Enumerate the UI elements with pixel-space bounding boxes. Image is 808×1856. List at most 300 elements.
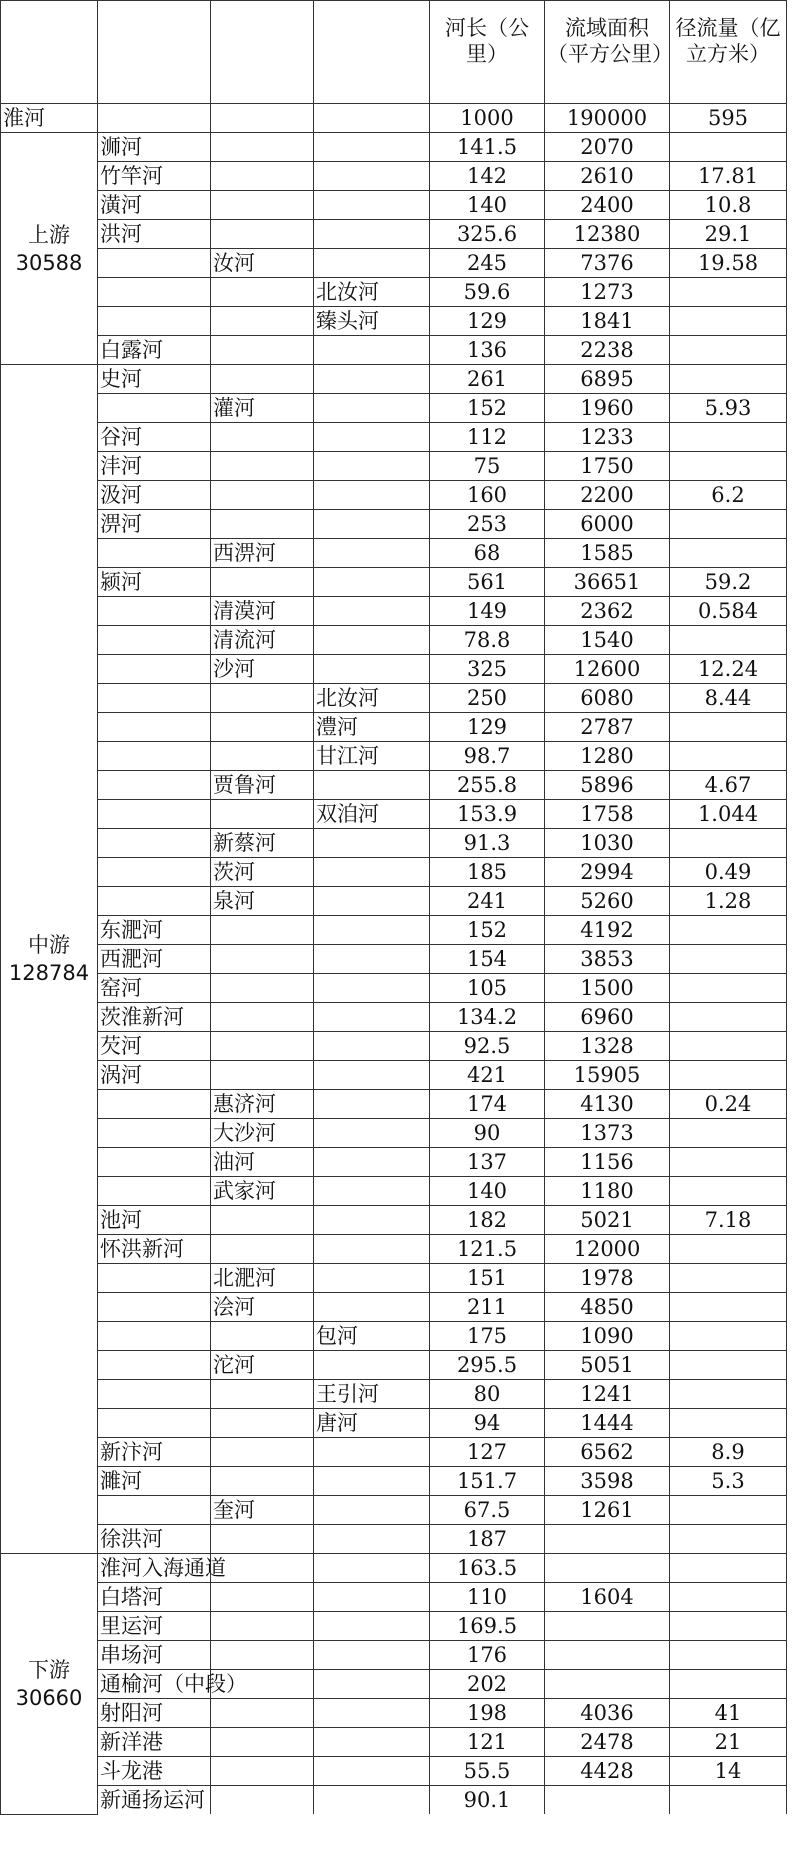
empty-cell: [211, 916, 314, 945]
empty-cell: [314, 1670, 430, 1699]
river-runoff-cell: [670, 1525, 787, 1554]
river-area-cell: 1373: [545, 1119, 670, 1148]
river-name-cell: 奎河: [211, 1496, 314, 1525]
empty-cell: [211, 1322, 314, 1351]
river-area-cell: [545, 1670, 670, 1699]
empty-cell: [211, 481, 314, 510]
empty-cell: [98, 249, 211, 278]
empty-cell: [98, 829, 211, 858]
river-area-cell: [545, 1786, 670, 1815]
river-length-cell: 175: [430, 1322, 545, 1351]
river-area-cell: 6000: [545, 510, 670, 539]
river-name-cell: 竹竿河: [98, 162, 211, 191]
river-row: [1, 742, 787, 771]
river-area-cell: 1960: [545, 394, 670, 423]
river-length-cell: 261: [430, 365, 545, 394]
river-area-cell: 2070: [545, 133, 670, 162]
river-row: [1, 1235, 787, 1264]
river-row: [1, 1438, 787, 1467]
river-length-cell: 295.5: [430, 1351, 545, 1380]
river-runoff-cell: [670, 1554, 787, 1583]
empty-cell: [98, 800, 211, 829]
empty-cell: [314, 1583, 430, 1612]
river-area-cell: 6562: [545, 1438, 670, 1467]
river-length-cell: 250: [430, 684, 545, 713]
river-row: [1, 1206, 787, 1235]
empty-cell: [314, 597, 430, 626]
river-row: [1, 1293, 787, 1322]
river-runoff-cell: 1.28: [670, 887, 787, 916]
river-area-cell: 2994: [545, 858, 670, 887]
empty-cell: [211, 1612, 314, 1641]
river-row: [1, 568, 787, 597]
empty-cell: [314, 104, 430, 133]
empty-cell: [98, 1119, 211, 1148]
header-area: 流域面积（平方公里）: [545, 1, 670, 104]
river-row: [1, 1612, 787, 1641]
empty-cell: [314, 1235, 430, 1264]
river-name-cell: 白塔河: [98, 1583, 211, 1612]
river-name-cell: 清漠河: [211, 597, 314, 626]
river-name-cell: 茨淮新河: [98, 1003, 211, 1032]
empty-cell: [98, 104, 211, 133]
empty-cell: [211, 1061, 314, 1090]
river-area-cell: 3853: [545, 945, 670, 974]
river-runoff-cell: [670, 133, 787, 162]
river-length-cell: 176: [430, 1641, 545, 1670]
river-name-cell: 王引河: [314, 1380, 430, 1409]
header-runoff: 径流量（亿立方米）: [670, 1, 787, 104]
river-area-cell: 5021: [545, 1206, 670, 1235]
empty-cell: [98, 394, 211, 423]
empty-cell: [314, 1699, 430, 1728]
river-area-cell: 5051: [545, 1351, 670, 1380]
river-runoff-cell: [670, 1032, 787, 1061]
river-row: [1, 655, 787, 684]
river-length-cell: 140: [430, 191, 545, 220]
river-length-cell: 136: [430, 336, 545, 365]
river-length-cell: 182: [430, 1206, 545, 1235]
river-area-cell: 4130: [545, 1090, 670, 1119]
river-runoff-cell: [670, 1670, 787, 1699]
river-row: [1, 1119, 787, 1148]
river-length-cell: 187: [430, 1525, 545, 1554]
river-length-cell: 152: [430, 916, 545, 945]
river-area-cell: 4036: [545, 1699, 670, 1728]
river-row: [1, 1061, 787, 1090]
river-row: [1, 1264, 787, 1293]
river-area-cell: 12600: [545, 655, 670, 684]
river-length-cell: 110: [430, 1583, 545, 1612]
river-length-cell: 142: [430, 162, 545, 191]
river-length-cell: 141.5: [430, 133, 545, 162]
empty-cell: [211, 1235, 314, 1264]
river-area-cell: 2787: [545, 713, 670, 742]
empty-cell: [211, 104, 314, 133]
river-row: [1, 1322, 787, 1351]
river-name-cell: 泉河: [211, 887, 314, 916]
empty-cell: [211, 568, 314, 597]
river-length-cell: 153.9: [430, 800, 545, 829]
empty-cell: [314, 1264, 430, 1293]
river-name-cell: 包河: [314, 1322, 430, 1351]
river-length-cell: 127: [430, 1438, 545, 1467]
empty-cell: [314, 1206, 430, 1235]
river-area-cell: 6960: [545, 1003, 670, 1032]
empty-cell: [314, 771, 430, 800]
river-length-cell: 98.7: [430, 742, 545, 771]
empty-cell: [98, 771, 211, 800]
river-name-cell: 惠济河: [211, 1090, 314, 1119]
empty-cell: [314, 916, 430, 945]
empty-cell: [314, 1090, 430, 1119]
empty-cell: [211, 1438, 314, 1467]
rivers-table-body: [1, 1, 787, 1815]
river-area-cell: 6080: [545, 684, 670, 713]
river-runoff-cell: [670, 307, 787, 336]
river-area-cell: [545, 1525, 670, 1554]
section-value: 30660: [15, 1685, 83, 1710]
river-row: [1, 1699, 787, 1728]
river-runoff-cell: 0.584: [670, 597, 787, 626]
empty-cell: [211, 452, 314, 481]
empty-cell: [211, 1728, 314, 1757]
river-name-cell: 徐洪河: [98, 1525, 211, 1554]
river-runoff-cell: 1.044: [670, 800, 787, 829]
river-runoff-cell: [670, 278, 787, 307]
river-row: [1, 887, 787, 916]
section-cell: [1, 365, 98, 1554]
river-row: [1, 191, 787, 220]
empty-cell: [211, 510, 314, 539]
river-length-cell: 202: [430, 1670, 545, 1699]
river-runoff-cell: [670, 365, 787, 394]
river-name-cell: 池河: [98, 1206, 211, 1235]
river-area-cell: 1328: [545, 1032, 670, 1061]
empty-cell: [211, 191, 314, 220]
river-area-cell: 1841: [545, 307, 670, 336]
section-value: 128784: [8, 961, 90, 985]
river-area-cell: 1233: [545, 423, 670, 452]
river-runoff-cell: [670, 452, 787, 481]
river-name-cell: 射阳河: [98, 1699, 211, 1728]
river-area-cell: 1500: [545, 974, 670, 1003]
empty-cell: [314, 626, 430, 655]
river-runoff-cell: [670, 539, 787, 568]
river-name-cell: 颍河: [98, 568, 211, 597]
empty-cell: [98, 1351, 211, 1380]
empty-cell: [314, 1554, 430, 1583]
empty-cell: [98, 1177, 211, 1206]
empty-cell: [314, 829, 430, 858]
river-area-cell: 6895: [545, 365, 670, 394]
river-row: [1, 133, 787, 162]
river-area-cell: [545, 1641, 670, 1670]
river-name-cell: 汝河: [211, 249, 314, 278]
river-row: [1, 1148, 787, 1177]
river-name-cell: 甘江河: [314, 742, 430, 771]
section-name: 上游: [28, 222, 70, 247]
empty-cell: [98, 1496, 211, 1525]
river-row: [1, 249, 787, 278]
empty-cell: [314, 336, 430, 365]
empty-cell: [314, 1351, 430, 1380]
river-row: [1, 684, 787, 713]
river-name-cell: 北汝河: [314, 684, 430, 713]
empty-cell: [314, 1467, 430, 1496]
river-runoff-cell: 7.18: [670, 1206, 787, 1235]
river-area-cell: 1030: [545, 829, 670, 858]
river-runoff-cell: [670, 1003, 787, 1032]
river-runoff-cell: 5.93: [670, 394, 787, 423]
empty-cell: [98, 626, 211, 655]
river-length-cell: 90: [430, 1119, 545, 1148]
empty-cell: [98, 1148, 211, 1177]
empty-cell: [98, 655, 211, 684]
river-area-cell: 4428: [545, 1757, 670, 1786]
empty-cell: [211, 1409, 314, 1438]
river-area-cell: 1604: [545, 1583, 670, 1612]
river-length-cell: 421: [430, 1061, 545, 1090]
river-area-cell: 1750: [545, 452, 670, 481]
empty-cell: [314, 1496, 430, 1525]
river-runoff-cell: 0.49: [670, 858, 787, 887]
river-row: [1, 1090, 787, 1119]
empty-cell: [211, 336, 314, 365]
empty-cell: [211, 1583, 314, 1612]
header-row: [1, 1, 787, 104]
empty-cell: [314, 162, 430, 191]
river-length-cell: 325: [430, 655, 545, 684]
section-cell: [1, 133, 98, 365]
empty-cell: [314, 1757, 430, 1786]
river-runoff-cell: 8.9: [670, 1438, 787, 1467]
river-row: [1, 1670, 787, 1699]
section-cell: [1, 1554, 98, 1815]
river-length-cell: 121.5: [430, 1235, 545, 1264]
empty-cell: [211, 365, 314, 394]
river-name-cell: 淠河: [98, 510, 211, 539]
river-row: [1, 1032, 787, 1061]
river-name-cell: 窑河: [98, 974, 211, 1003]
river-name-cell: 沙河: [211, 655, 314, 684]
river-length-cell: 561: [430, 568, 545, 597]
river-row: [1, 336, 787, 365]
river-length-cell: 78.8: [430, 626, 545, 655]
river-runoff-cell: 6.2: [670, 481, 787, 510]
empty-cell: [314, 945, 430, 974]
empty-cell: [314, 1293, 430, 1322]
empty-cell: [211, 800, 314, 829]
river-runoff-cell: [670, 1177, 787, 1206]
empty-cell: [314, 1525, 430, 1554]
empty-cell: [314, 1612, 430, 1641]
river-row: [1, 278, 787, 307]
river-area-cell: 1156: [545, 1148, 670, 1177]
empty-cell: [98, 1264, 211, 1293]
empty-cell: [211, 1786, 314, 1815]
river-area-cell: 12380: [545, 220, 670, 249]
river-length-cell: 80: [430, 1380, 545, 1409]
river-area-cell: 5896: [545, 771, 670, 800]
river-name-cell: 西淠河: [211, 539, 314, 568]
river-row: [1, 771, 787, 800]
empty-cell: [314, 191, 430, 220]
river-length-cell: 154: [430, 945, 545, 974]
river-name-cell: 清流河: [211, 626, 314, 655]
empty-cell: [314, 858, 430, 887]
empty-cell: [314, 394, 430, 423]
river-area-cell: [545, 1612, 670, 1641]
river-runoff-cell: 59.2: [670, 568, 787, 597]
river-length-cell: 91.3: [430, 829, 545, 858]
empty-cell: [314, 1728, 430, 1757]
river-runoff-cell: [670, 974, 787, 1003]
river-name-cell: 淮河入海通道: [98, 1554, 211, 1583]
empty-cell: [98, 1322, 211, 1351]
river-runoff-cell: 12.24: [670, 655, 787, 684]
river-row: [1, 510, 787, 539]
river-name-cell: 西淝河: [98, 945, 211, 974]
river-row: [1, 1583, 787, 1612]
river-row: [1, 1351, 787, 1380]
river-runoff-cell: 14: [670, 1757, 787, 1786]
empty-cell: [211, 684, 314, 713]
river-area-cell: 2362: [545, 597, 670, 626]
empty-cell: [211, 423, 314, 452]
river-runoff-cell: [670, 1583, 787, 1612]
empty-cell: [314, 1786, 430, 1815]
empty-cell: [211, 1757, 314, 1786]
river-name-cell: 串场河: [98, 1641, 211, 1670]
river-area-cell: 1180: [545, 1177, 670, 1206]
empty-cell: [314, 1119, 430, 1148]
river-runoff-cell: [670, 945, 787, 974]
empty-cell: [211, 1380, 314, 1409]
river-runoff-cell: [670, 1351, 787, 1380]
river-area-cell: 12000: [545, 1235, 670, 1264]
empty-cell: [314, 1177, 430, 1206]
empty-cell: [314, 887, 430, 916]
river-row: [1, 220, 787, 249]
river-name-cell: 油河: [211, 1148, 314, 1177]
river-runoff-cell: [670, 1786, 787, 1815]
river-row: [1, 597, 787, 626]
river-runoff-cell: [670, 713, 787, 742]
river-runoff-cell: [670, 423, 787, 452]
header-blank-cell: [1, 1, 98, 104]
empty-cell: [211, 133, 314, 162]
river-length-cell: 140: [430, 1177, 545, 1206]
river-length-cell: 112: [430, 423, 545, 452]
river-area-cell: 1758: [545, 800, 670, 829]
river-area-cell: 15905: [545, 1061, 670, 1090]
river-row: [1, 858, 787, 887]
empty-cell: [314, 1641, 430, 1670]
river-row: [1, 365, 787, 394]
river-name-cell: 里运河: [98, 1612, 211, 1641]
empty-cell: [314, 510, 430, 539]
river-length-cell: 255.8: [430, 771, 545, 800]
empty-cell: [211, 1525, 314, 1554]
river-area-cell: 1261: [545, 1496, 670, 1525]
river-name-cell: 濉河: [98, 1467, 211, 1496]
river-runoff-cell: [670, 742, 787, 771]
river-runoff-cell: [670, 1061, 787, 1090]
empty-cell: [314, 655, 430, 684]
river-row: [1, 162, 787, 191]
river-area-cell: 1540: [545, 626, 670, 655]
river-runoff-cell: 5.3: [670, 1467, 787, 1496]
empty-cell: [98, 539, 211, 568]
river-area-cell: 1444: [545, 1409, 670, 1438]
river-runoff-cell: [670, 1235, 787, 1264]
header-blank-cell: [211, 1, 314, 104]
river-length-cell: 185: [430, 858, 545, 887]
river-length-cell: 163.5: [430, 1554, 545, 1583]
empty-cell: [98, 307, 211, 336]
river-row: [1, 1409, 787, 1438]
river-name-cell: 武家河: [211, 1177, 314, 1206]
header-blank-cell: [98, 1, 211, 104]
river-area-cell: 2610: [545, 162, 670, 191]
river-runoff-cell: [670, 1264, 787, 1293]
river-row: [1, 1380, 787, 1409]
section-value: 30588: [15, 250, 83, 275]
river-row: [1, 539, 787, 568]
river-area-cell: 1280: [545, 742, 670, 771]
header-blank-cell: [314, 1, 430, 104]
river-row: [1, 1554, 787, 1583]
river-name-cell: 臻头河: [314, 307, 430, 336]
river-row: [1, 394, 787, 423]
empty-cell: [314, 1438, 430, 1467]
empty-cell: [211, 974, 314, 1003]
empty-cell: [98, 684, 211, 713]
river-length-cell: 151.7: [430, 1467, 545, 1496]
river-row: [1, 945, 787, 974]
river-row: [1, 423, 787, 452]
river-name-cell: 浉河: [98, 133, 211, 162]
empty-cell: [314, 365, 430, 394]
empty-cell: [211, 713, 314, 742]
river-runoff-cell: [670, 510, 787, 539]
river-area-cell: 7376: [545, 249, 670, 278]
river-name-cell: 白露河: [98, 336, 211, 365]
river-row: [1, 1177, 787, 1206]
river-length-cell: 92.5: [430, 1032, 545, 1061]
river-length-cell: 67.5: [430, 1496, 545, 1525]
river-row: [1, 104, 787, 133]
river-length-cell: 121: [430, 1728, 545, 1757]
river-length-cell: 90.1: [430, 1786, 545, 1815]
river-area-cell: 5260: [545, 887, 670, 916]
river-name-cell: 芡河: [98, 1032, 211, 1061]
empty-cell: [314, 1003, 430, 1032]
river-runoff-cell: [670, 829, 787, 858]
river-row: [1, 1728, 787, 1757]
river-row: [1, 1003, 787, 1032]
river-runoff-cell: 10.8: [670, 191, 787, 220]
empty-cell: [314, 220, 430, 249]
river-runoff-cell: [670, 916, 787, 945]
empty-cell: [98, 278, 211, 307]
river-runoff-cell: 19.58: [670, 249, 787, 278]
river-area-cell: 1585: [545, 539, 670, 568]
river-area-cell: 36651: [545, 568, 670, 597]
river-length-cell: 160: [430, 481, 545, 510]
river-name-cell: 新蔡河: [211, 829, 314, 858]
